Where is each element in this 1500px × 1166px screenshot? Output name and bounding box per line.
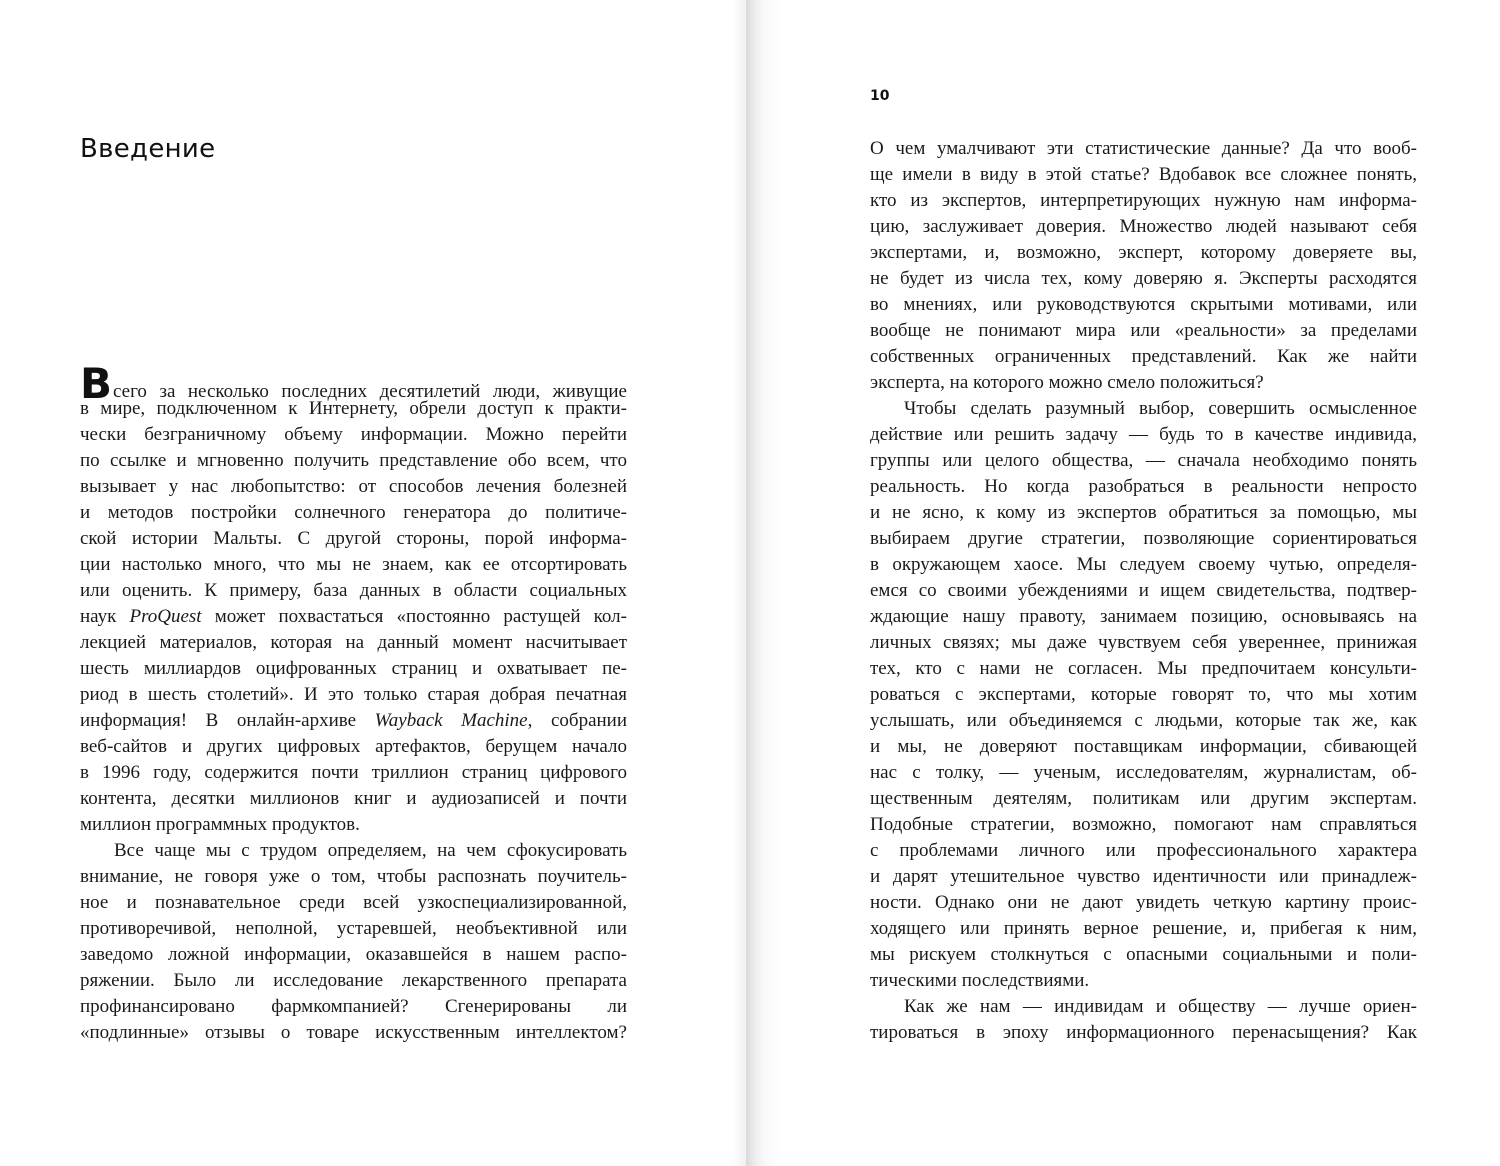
left-page-body bbox=[80, 359, 627, 1046]
text-line bbox=[80, 708, 627, 734]
text-line bbox=[870, 266, 1417, 292]
line-text: эксперта, на которого можно смело положиться? bbox=[870, 372, 1264, 393]
line-text: и методов постройки солнечного генератора до политиче- bbox=[80, 502, 627, 523]
text-line bbox=[870, 604, 1417, 630]
text-line bbox=[870, 812, 1417, 838]
paragraph bbox=[80, 359, 627, 838]
chapter-title: Введение bbox=[80, 134, 216, 164]
text-line bbox=[80, 994, 627, 1020]
right-page bbox=[746, 0, 1500, 1166]
text-line bbox=[870, 968, 1417, 994]
text-line bbox=[870, 370, 1417, 396]
text-line bbox=[80, 578, 627, 604]
line-text: Все чаще мы с трудом определяем, на чем сфокусировать bbox=[114, 840, 627, 861]
line-text: в окружающем хаосе. Мы следуем своему чутью, определя- bbox=[870, 554, 1417, 575]
text-line bbox=[870, 682, 1417, 708]
text-line bbox=[80, 474, 627, 500]
line-text: лекцией материалов, которая на данный момент насчитывает bbox=[80, 632, 627, 653]
text-line bbox=[80, 604, 627, 630]
line-text: в 1996 году, содержится почти триллион страниц цифрового bbox=[80, 762, 627, 783]
italic-title: ProQuest bbox=[129, 606, 202, 627]
text-line bbox=[870, 890, 1417, 916]
text-line bbox=[80, 760, 627, 786]
line-text: чески безграничному объему информации. Можно перейти bbox=[80, 424, 627, 445]
drop-cap: В bbox=[80, 359, 113, 408]
text-line bbox=[870, 552, 1417, 578]
line-text: по ссылке и мгновенно получить представление обо всем, что bbox=[80, 450, 627, 471]
text-line bbox=[80, 942, 627, 968]
line-text: ще имели в виду в этой статье? Вдобавок все сложнее понять, bbox=[870, 164, 1417, 185]
line-text: наук bbox=[80, 606, 130, 627]
line-text: щественным деятелям, политикам или другим экспертам. bbox=[870, 788, 1417, 809]
line-text: ряжении. Было ли исследование лекарственного препарата bbox=[80, 970, 627, 991]
text-line bbox=[870, 474, 1417, 500]
text-line bbox=[80, 552, 627, 578]
text-line bbox=[870, 994, 1417, 1020]
line-text: и мы, не доверяют поставщикам информации, сбивающей bbox=[870, 736, 1417, 757]
line-text: Как же нам — индивидам и обществу — лучше ориен- bbox=[904, 996, 1417, 1017]
line-text: миллион программных продуктов. bbox=[80, 814, 360, 835]
text-line bbox=[870, 162, 1417, 188]
line-text: действие или решить задачу — будь то в качестве индивида, bbox=[870, 424, 1417, 445]
page-number: 10 bbox=[870, 88, 890, 104]
line-text: мы рискуем столкнуться с опасными социальными и поли- bbox=[870, 944, 1417, 965]
line-text: с проблемами личного или профессионального характера bbox=[870, 840, 1417, 861]
line-text: сего за несколько последних десятилетий люди, живущие bbox=[113, 381, 627, 402]
text-line bbox=[80, 864, 627, 890]
left-page bbox=[0, 0, 746, 1166]
line-text: «подлинные» отзывы о товаре искусственным интеллектом? bbox=[80, 1022, 627, 1043]
text-line bbox=[80, 359, 627, 408]
line-text: услышать, или объединяемся с людьми, которые так же, как bbox=[870, 710, 1417, 731]
text-line bbox=[80, 396, 627, 422]
line-text: заведомо ложной информации, оказавшейся в нашем распо- bbox=[80, 944, 627, 965]
line-text: Чтобы сделать разумный выбор, совершить осмысленное bbox=[904, 398, 1417, 419]
line-text: контента, десятки миллионов книг и аудиозаписей и почти bbox=[80, 788, 627, 809]
text-line bbox=[870, 188, 1417, 214]
text-line bbox=[80, 838, 627, 864]
line-text: нас с толку, — ученым, исследователям, журналистам, об- bbox=[870, 762, 1417, 783]
line-text: роваться с экспертами, которые говорят то, что мы хотим bbox=[870, 684, 1417, 705]
line-text: ходящего или принять верное решение, и, прибегая к ним, bbox=[870, 918, 1417, 939]
text-line bbox=[870, 526, 1417, 552]
text-line bbox=[80, 656, 627, 682]
line-text: не будет из числа тех, кому доверяю я. Эксперты расходятся bbox=[870, 268, 1417, 289]
line-text: вообще не понимают мира или «реальности» за пределами bbox=[870, 320, 1417, 341]
text-line bbox=[80, 734, 627, 760]
line-text: выбираем другие стратегии, позволяющие сориентироваться bbox=[870, 528, 1417, 549]
line-text: емся со своими убеждениями и ищем свидетельства, подтвер- bbox=[870, 580, 1417, 601]
text-line bbox=[870, 240, 1417, 266]
text-line bbox=[870, 656, 1417, 682]
line-text: и не ясно, к кому из экспертов обратиться за помощью, мы bbox=[870, 502, 1417, 523]
line-text: внимание, не говоря уже о том, чтобы распознать поучитель- bbox=[80, 866, 627, 887]
text-line bbox=[870, 942, 1417, 968]
paragraph bbox=[80, 838, 627, 1046]
paragraph bbox=[870, 396, 1417, 994]
line-text: шесть миллиардов оцифрованных страниц и охватывает пе- bbox=[80, 658, 627, 679]
text-line bbox=[80, 422, 627, 448]
paragraph bbox=[870, 994, 1417, 1046]
line-text: группы или целого общества, — сначала необходимо понять bbox=[870, 450, 1417, 471]
line-text: информация! В онлайн-архиве bbox=[80, 710, 375, 731]
line-text: во мнениях, или руководствуются скрытыми мотивами, или bbox=[870, 294, 1417, 315]
line-text: собственных ограниченных представлений. Как же найти bbox=[870, 346, 1417, 367]
line-text: ской истории Мальты. С другой стороны, порой информа- bbox=[80, 528, 627, 549]
text-line bbox=[870, 448, 1417, 474]
text-line bbox=[870, 734, 1417, 760]
text-line bbox=[80, 682, 627, 708]
text-line bbox=[870, 708, 1417, 734]
line-text: или оценить. К примеру, база данных в области социальных bbox=[80, 580, 627, 601]
line-text: , собрании bbox=[527, 710, 627, 731]
line-text: Подобные стратегии, возможно, помогают нам справляться bbox=[870, 814, 1417, 835]
text-line bbox=[870, 760, 1417, 786]
text-line bbox=[870, 318, 1417, 344]
text-line bbox=[80, 916, 627, 942]
text-line bbox=[870, 630, 1417, 656]
text-line bbox=[80, 890, 627, 916]
text-line bbox=[870, 864, 1417, 890]
line-text: тироваться в эпоху информационного перенасыщения? Как bbox=[870, 1022, 1417, 1043]
line-text: веб-сайтов и других цифровых артефактов, берущем начало bbox=[80, 736, 627, 757]
text-line bbox=[870, 500, 1417, 526]
text-line bbox=[80, 786, 627, 812]
text-line bbox=[870, 578, 1417, 604]
line-text: вызывает у нас любопытство: от способов лечения болезней bbox=[80, 476, 627, 497]
text-line bbox=[870, 916, 1417, 942]
text-line bbox=[870, 344, 1417, 370]
text-line bbox=[870, 136, 1417, 162]
text-line bbox=[80, 630, 627, 656]
line-text: ции настолько много, что мы не знаем, как ее отсортировать bbox=[80, 554, 627, 575]
line-text: ждающие нашу правоту, занимаем позицию, основываясь на bbox=[870, 606, 1417, 627]
line-text: риод в шесть столетий». И это только старая добрая печатная bbox=[80, 684, 627, 705]
line-text: ное и познавательное среди всей узкоспециализированной, bbox=[80, 892, 627, 913]
line-text: реальность. Но когда разобраться в реальности непросто bbox=[870, 476, 1417, 497]
line-text: кто из экспертов, интерпретирующих нужную нам информа- bbox=[870, 190, 1417, 211]
line-text: противоречивой, неполной, устаревшей, необъективной или bbox=[80, 918, 627, 939]
line-text: профинансировано фармкомпанией? Сгенерированы ли bbox=[80, 996, 627, 1017]
line-text: О чем умалчивают эти статистические данные? Да что вооб- bbox=[870, 138, 1417, 159]
text-line bbox=[80, 526, 627, 552]
text-line bbox=[80, 500, 627, 526]
text-line bbox=[80, 968, 627, 994]
italic-title: Wayback Machine bbox=[374, 710, 528, 731]
line-text: цию, заслуживает доверия. Множество людей называют себя bbox=[870, 216, 1417, 237]
line-text: в мире, подключенном к Интернету, обрели доступ к практи- bbox=[80, 398, 627, 419]
text-line bbox=[870, 396, 1417, 422]
text-line bbox=[870, 1020, 1417, 1046]
text-line bbox=[870, 786, 1417, 812]
line-text: экспертами, и, возможно, эксперт, которому доверяете вы, bbox=[870, 242, 1417, 263]
text-line bbox=[80, 448, 627, 474]
text-line bbox=[870, 838, 1417, 864]
text-line bbox=[870, 292, 1417, 318]
line-text: может похвастаться «постоянно растущей кол- bbox=[201, 606, 627, 627]
text-line bbox=[80, 1020, 627, 1046]
line-text: личных связях; мы даже чувствуем себя увереннее, принижая bbox=[870, 632, 1417, 653]
line-text: ности. Однако они не дают увидеть четкую картину проис- bbox=[870, 892, 1417, 913]
text-line bbox=[870, 422, 1417, 448]
line-text: тическими последствиями. bbox=[870, 970, 1090, 991]
line-text: и дарят утешительное чувство идентичности или принадлеж- bbox=[870, 866, 1417, 887]
paragraph bbox=[870, 136, 1417, 396]
text-line bbox=[870, 214, 1417, 240]
text-line bbox=[80, 812, 627, 838]
right-page-body bbox=[870, 136, 1417, 1046]
line-text: тех, кто с нами не согласен. Мы предпочитаем консульти- bbox=[870, 658, 1417, 679]
